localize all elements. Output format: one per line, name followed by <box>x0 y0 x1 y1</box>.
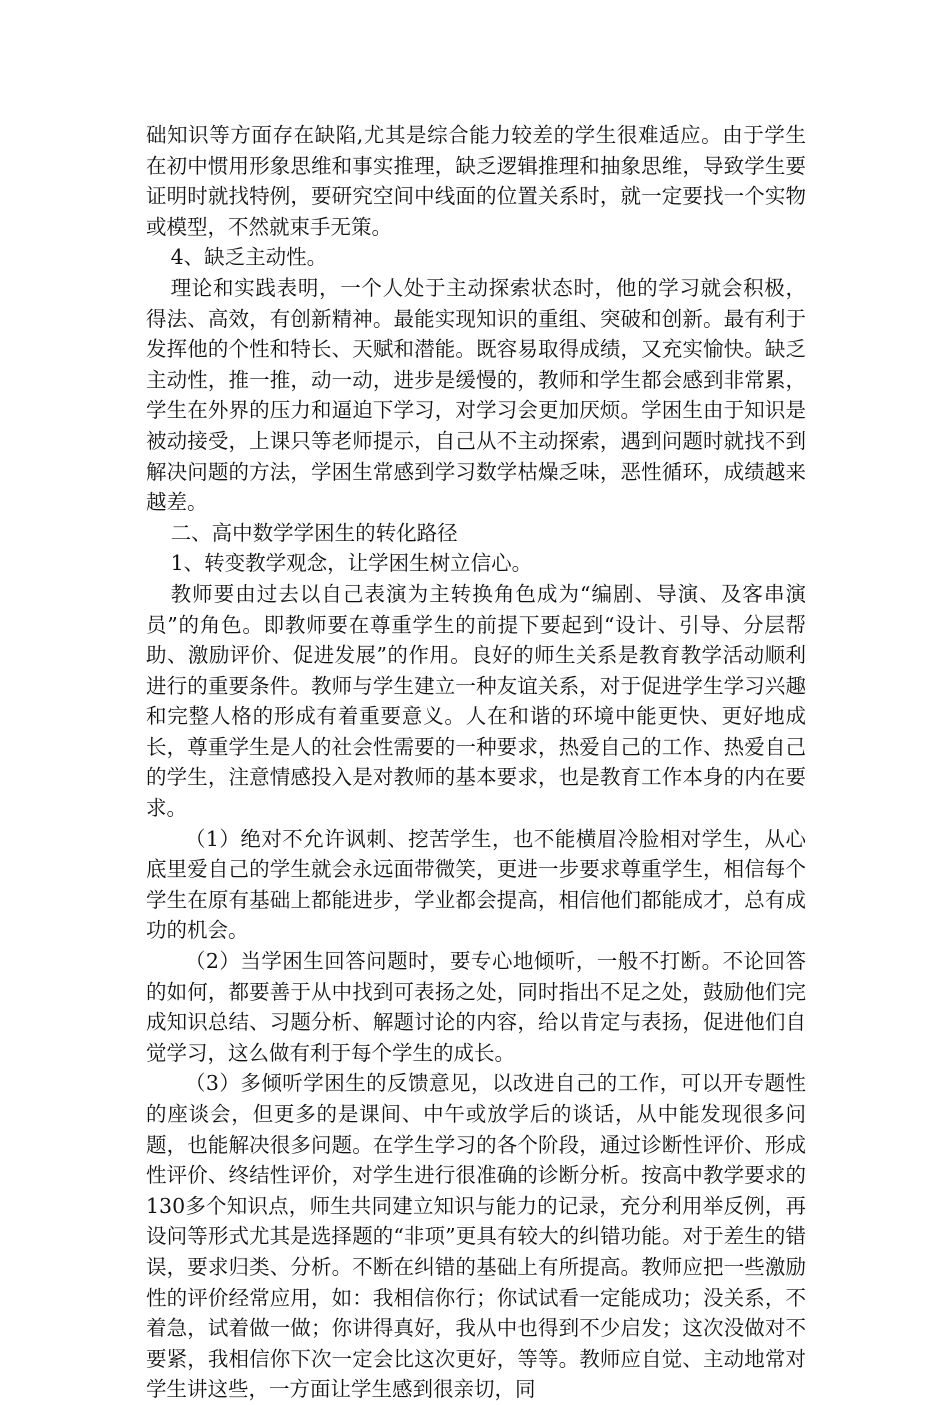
document-body <box>146 120 806 1405</box>
list-item-2: （2）当学困生回答问题时，要专心地倾听，一般不打断。不论回答的如何，都要善于从中找到可表扬之处，同时指出不足之处，鼓励他们完成知识总结、习题分析、解题讨论的内容，给以肯定与表扬，促进他们自觉学习，这么做有利于每个学生的成长。 <box>146 949 806 1065</box>
section-heading-4: 4、缺乏主动性。 <box>170 245 328 270</box>
paragraph-3: 教师要由过去以自己表演为主转换角色成为“编剧、导演、及客串演员”的角色。即教师要在尊重学生的前提下要起到“设计、引导、分层帮助、激励评价、促进发展”的作用。良好的师生关系是教育教学活动顺利进行的重要条件。教师与学生建立一种友谊关系，对于促进学生学习兴趣和完整人格的形成有着重要意义。人在和谐的环境中能更快、更好地成长，尊重学生是人的社会性需要的一种要求，热爱自己的工作、热爱自己的学生，注意情感投入是对教师的基本要求，也是教育工作本身的内在要求。 <box>146 581 806 821</box>
subsection-heading-1: 1、转变教学观念，让学困生树立信心。 <box>170 551 533 576</box>
list-item-1: （1）绝对不允许讽刺、挖苦学生，也不能横眉冷脸相对学生，从心底里爱自己的学生就会永远面带微笑，更进一步要求尊重学生，相信每个学生在原有基础上都能进步，学业都会提高，相信他们都能成才，总有成功的机会。 <box>146 826 806 943</box>
section-heading-2: 二、高中数学学困生的转化路径 <box>170 520 458 545</box>
paragraph-2: 理论和实践表明，一个人处于主动探索状态时，他的学习就会积极，得法、高效，有创新精神。最能实现知识的重组、突破和创新。最有利于发挥他的个性和特长、天赋和潜能。既容易取得成绩，又充实愉快。缺乏主动性，推一推，动一动，进步是缓慢的，教师和学生都会感到非常累，学生在外界的压力和逼迫下学习，对学习会更加厌烦。学困生由于知识是被动接受，上课只等老师提示，自己从不主动探索，遇到问题时就找不到解决问题的方法，学困生常感到学习数学枯燥乏味，恶性循环，成绩越来越差。 <box>146 275 806 515</box>
list-item-3: （3）多倾听学困生的反馈意见，以改进自己的工作，可以开专题性的座谈会，但更多的是课间、中午或放学后的谈话，从中能发现很多问题，也能解决很多问题。在学生学习的各个阶段，通过诊断性评价、形成性评价、终结性评价，对学生进行很准确的诊断分析。按高中教学要求的130多个知识点，师生共同建立知识与能力的记录，充分利用举反例，再设问等形式尤其是选择题的“非项”更具有较大的纠错功能。对于差生的错误，要求归类、分析。不断在纠错的基础上有所提高。教师应把一些激励性的评价经常应用，如：我相信你行；你试试看一定能成功；没关系，不着急，试着做一做；你讲得真好，我从中也得到不少启发；这次没做对不要紧，我相信你下次一定会比这次更好，等等。教师应自觉、主动地常对学生讲这些，一方面让学生感到很亲切，同 <box>146 1071 806 1402</box>
paragraph-1: 础知识等方面存在缺陷,尤其是综合能力较差的学生很难适应。由于学生在初中惯用形象思维和事实推理，缺乏逻辑推理和抽象思维，导致学生要证明时就找特例，要研究空间中线面的位置关系时，就一定要找一个实物或模型，不然就束手无策。 <box>146 123 806 239</box>
